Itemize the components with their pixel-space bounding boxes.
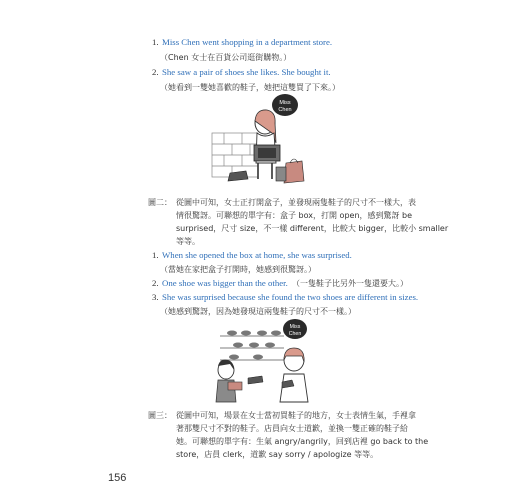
badge2-text-line2: Chen — [288, 331, 302, 337]
s1-item2-chinese: （她看到一雙她喜歡的鞋子，她把這雙買了下來。） — [160, 83, 340, 92]
figure2-description — [148, 196, 449, 251]
figure3-label: 圖三： — [148, 411, 172, 420]
s2-item1-english: When she opened the box at home, she was surprised. — [162, 250, 352, 260]
badge-text-line1: Miss — [279, 100, 291, 106]
shoe-store-illustration — [208, 318, 320, 408]
s2-item1-number: 1. — [152, 250, 159, 260]
s2-item2-chinese: （一隻鞋子比另外一隻還要大。） — [292, 279, 408, 288]
s2-item2-number: 2. — [152, 278, 159, 288]
figure2-desc-line4: 等等。 — [176, 237, 200, 246]
s2-item3-number: 3. — [152, 292, 159, 302]
figure3-desc-line3: 她。可聯想的單字有：生氣 angry/angrily，回到店裡 go back to the — [176, 437, 429, 446]
s2-item1-chinese: （當她在家把盒子打開時，她感到很驚訝。） — [160, 265, 316, 274]
figure2-desc-line2: 情很驚訝。可聯想的單字有：盒子 box，打開 open，感到驚訝 be — [176, 211, 413, 220]
figure2-label: 圖二： — [148, 198, 172, 207]
s1-item1-english: Miss Chen went shopping in a department store. — [162, 37, 333, 47]
s2-item2-english: One shoe was bigger than the other. — [162, 278, 288, 288]
figure3-desc-line4: store，店員 clerk，道歉 say sorry / apologize 等等。 — [176, 450, 379, 459]
figure3-desc-line1: 從圖中可知，場景在女士當初買鞋子的地方，女士表情生氣，手裡拿 — [176, 411, 416, 420]
s1-item1-chinese: （Chen 女士在百貨公司逛街購物。） — [160, 53, 292, 62]
s2-item3-chinese: （她感到驚訝，因為她發現這兩隻鞋子的尺寸不一樣。） — [160, 307, 356, 316]
s1-item2-number: 2. — [152, 67, 159, 77]
s1-item2-english: She saw a pair of shoes she likes. She bought it. — [162, 67, 331, 77]
figure3-desc-line2: 著那雙尺寸不對的鞋子。店員向女士道歉，並換一雙正確的鞋子給 — [176, 424, 408, 433]
page-number: 156 — [108, 472, 127, 484]
s1-item1-number: 1. — [152, 37, 159, 47]
figure3-description — [148, 409, 429, 464]
badge-text-line2: Chen — [278, 107, 292, 113]
badge2-text-line1: Miss — [289, 324, 301, 330]
figure2-desc-line1: 從圖中可知，女士正打開盒子，並發現兩隻鞋子的尺寸不一樣大，表 — [176, 198, 416, 207]
brick-wall-icon — [212, 133, 258, 177]
shoe-box-illustration — [210, 93, 320, 193]
s2-item3-english: She was surprised because she found the two shoes are different in sizes. — [162, 292, 419, 302]
figure2-desc-line3: surprised，尺寸 size，不一樣 different，比較大 bigger，比較小 smaller — [176, 224, 449, 233]
